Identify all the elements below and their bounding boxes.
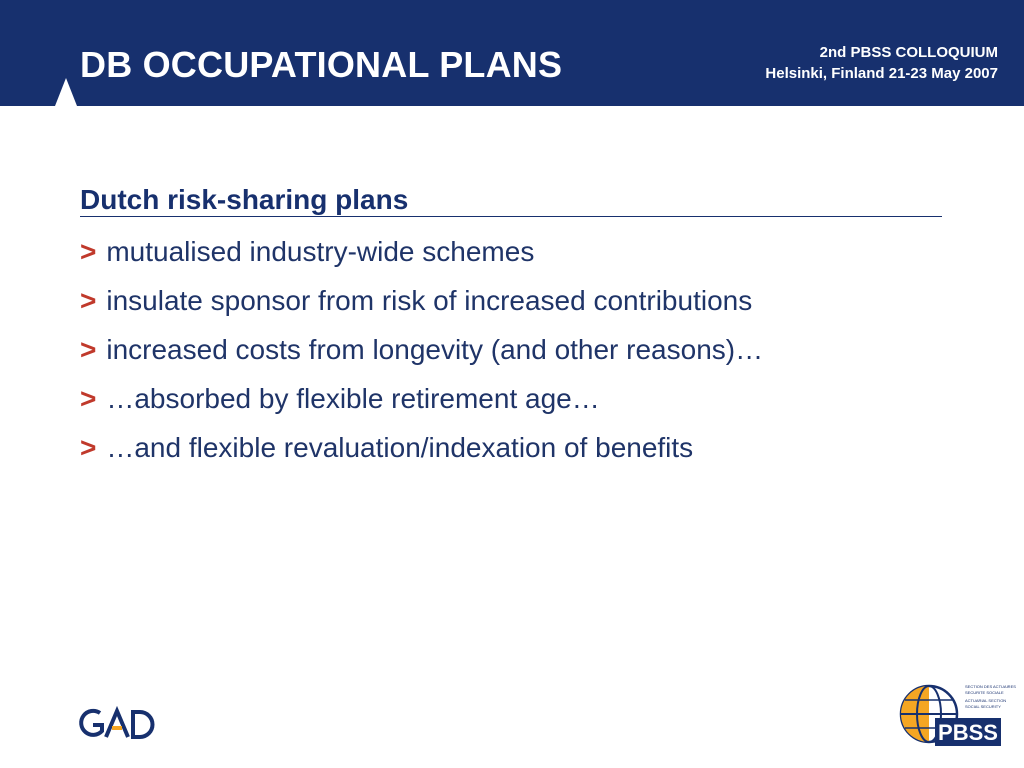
bullet-text: …absorbed by flexible retirement age… [106,383,600,414]
bullet-marker: > [80,236,97,267]
bullet-marker: > [80,334,97,365]
bullet-marker: > [80,383,97,414]
svg-text:PBSS: PBSS [938,720,998,745]
svg-text:SECTION DES ACTUAIRES: SECTION DES ACTUAIRES [965,684,1016,689]
conference-info [765,42,998,84]
conference-name: 2nd PBSS COLLOQUIUM [819,44,998,61]
pbss-logo [895,678,1016,750]
gad-logo [80,707,156,743]
bullet-item [80,379,763,428]
bullet-text: mutualised industry-wide schemes [106,236,535,267]
bullet-text: increased costs from longevity (and other reasons)… [106,334,764,365]
bullet-text: …and flexible revaluation/indexation of benefits [106,432,694,463]
section-heading [80,183,942,217]
header-notch [55,78,77,106]
bullet-list [80,232,763,477]
bullet-item [80,281,763,330]
svg-text:SOCIAL SECURITY: SOCIAL SECURITY [965,704,1001,709]
conference-location-date: Helsinki, Finland 21-23 May 2007 [765,65,998,82]
bullet-item [80,232,763,281]
bullet-item [80,428,763,477]
bullet-marker: > [80,432,97,463]
bullet-marker: > [80,285,97,316]
bullet-text: insulate sponsor from risk of increased contributions [106,285,753,316]
slide-title: DB OCCUPATIONAL PLANS [80,44,563,85]
svg-text:ACTUARIAL SECTION: ACTUARIAL SECTION [965,698,1007,703]
bullet-item [80,330,763,379]
section-title: Dutch risk-sharing plans [80,184,409,215]
header-banner [0,0,1024,106]
svg-text:SECURITE SOCIALE: SECURITE SOCIALE [965,690,1004,695]
